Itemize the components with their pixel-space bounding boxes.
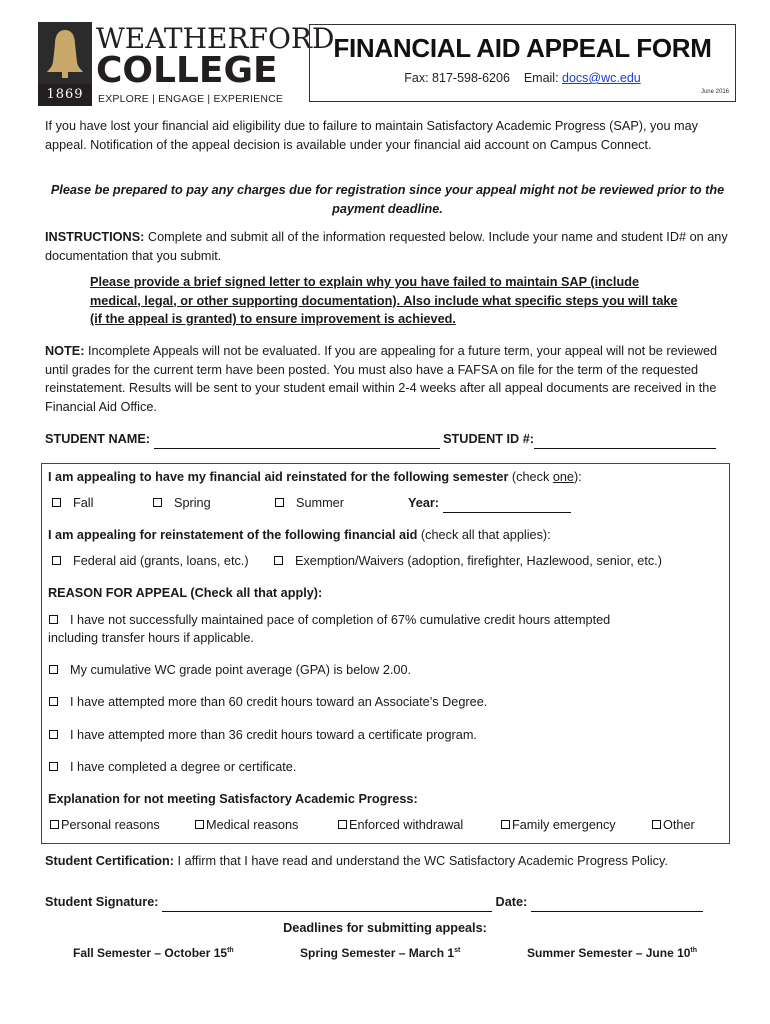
bell-icon <box>38 22 92 84</box>
family-emergency-checkbox[interactable] <box>501 820 510 829</box>
reason-pace-checkbox[interactable] <box>49 615 58 624</box>
email-label: Email: <box>523 71 559 85</box>
signature-field[interactable] <box>162 897 492 912</box>
fall-deadline <box>73 946 234 960</box>
reason-pace-continued: including transfer hours if applicable. <box>48 631 254 645</box>
spring-deadline-text: Spring Semester – March 1 <box>300 946 455 960</box>
year-field[interactable] <box>443 498 571 513</box>
semester-prompt-post: ): <box>573 470 582 484</box>
other-checkbox[interactable] <box>652 820 661 829</box>
reason-completed-checkbox[interactable] <box>49 762 58 771</box>
intro-paragraph: If you have lost your financial aid eligibility due to failure to maintain Satisfactory Academic Progress (SAP), you may appeal. Notification of the appeal decision is available under your financial aid account on Campus Connect. <box>45 119 699 152</box>
email-link[interactable]: docs@wc.edu <box>562 71 641 85</box>
reason-gpa-checkbox[interactable] <box>49 665 58 674</box>
explanation-other[interactable] <box>652 816 695 835</box>
other-label: Other <box>663 818 695 832</box>
student-name-field[interactable] <box>154 434 440 449</box>
fall-deadline-text: Fall Semester – October 15 <box>73 946 228 960</box>
reason-associate-checkbox[interactable] <box>49 697 58 706</box>
semester-option-fall[interactable] <box>52 494 93 513</box>
semester-option-summer[interactable] <box>275 494 344 513</box>
aid-option-exemption[interactable] <box>274 552 662 571</box>
letter-request: Please provide a brief signed letter to explain why you have failed to maintain SAP (include medical, legal, or other supporting documentation). Also include what specific steps you will take (if the appeal is granted) to ensure improvement is achieved. <box>90 275 678 326</box>
semester-option-spring[interactable] <box>153 494 211 513</box>
enforced-withdrawal-label: Enforced withdrawal <box>349 818 464 832</box>
instructions-text: Complete and submit all of the information requested below. Include your name and student ID# on any documentation that you submit. <box>45 230 728 263</box>
spring-deadline <box>300 946 460 960</box>
year-label: Year: <box>408 496 440 510</box>
logo-tagline: EXPLORE | ENGAGE | EXPERIENCE <box>98 93 284 105</box>
explanation-heading: Explanation for not meeting Satisfactory Academic Progress: <box>48 792 418 806</box>
semester-prompt <box>48 468 582 487</box>
personal-reasons-label: Personal reasons <box>61 818 160 832</box>
certification-label: Student Certification: <box>45 854 174 868</box>
spring-label: Spring <box>174 496 211 510</box>
instructions-label: INSTRUCTIONS: <box>45 230 145 244</box>
explanation-family[interactable] <box>501 816 616 835</box>
note-label: NOTE: <box>45 344 85 358</box>
spring-checkbox[interactable] <box>153 498 162 507</box>
reason-certificate-label: I have attempted more than 36 credit hours toward a certificate program. <box>70 728 477 742</box>
reinstatement-prompt-bold: I am appealing for reinstatement of the following financial aid <box>48 528 418 542</box>
federal-aid-checkbox[interactable] <box>52 556 61 565</box>
date-field[interactable] <box>531 897 703 912</box>
logo-name-line2: COLLEGE <box>96 50 278 91</box>
reason-associate-hours[interactable] <box>49 693 487 712</box>
family-emergency-label: Family emergency <box>512 818 616 832</box>
reason-certificate-hours[interactable] <box>49 726 477 745</box>
fall-deadline-suffix: th <box>227 947 234 954</box>
medical-reasons-checkbox[interactable] <box>195 820 204 829</box>
medical-reasons-label: Medical reasons <box>206 818 299 832</box>
summer-checkbox[interactable] <box>275 498 284 507</box>
aid-option-federal[interactable] <box>52 552 249 571</box>
student-info-row <box>45 430 730 449</box>
explanation-medical[interactable] <box>195 816 298 835</box>
contact-line <box>310 71 735 85</box>
form-title: FINANCIAL AID APPEAL FORM <box>333 33 712 63</box>
logo-name-line1: WEATHERFORD <box>96 22 335 55</box>
reason-pace[interactable] <box>49 611 610 630</box>
bell-graphic <box>46 28 84 80</box>
federal-aid-label: Federal aid (grants, loans, etc.) <box>73 554 249 568</box>
note-text: Incomplete Appeals will not be evaluated. If you are appealing for a future term, your appeal will not be reviewed until grades for the current term have been posted. You must also have a FAFSA on file for the term of the requested reinstatement. Results will be sent to your student email within 2-4 weeks after all appeal documents are received in the Financial Aid Office. <box>45 344 718 414</box>
semester-prompt-bold: I am appealing to have my financial aid reinstated for the following semester <box>48 470 509 484</box>
student-name-label: STUDENT NAME: <box>45 432 151 446</box>
appeal-details-section <box>41 463 730 844</box>
exemption-checkbox[interactable] <box>274 556 283 565</box>
explanation-personal[interactable] <box>50 816 160 835</box>
student-id-label: STUDENT ID #: <box>443 432 535 446</box>
reasons-heading: REASON FOR APPEAL (Check all that apply): <box>48 586 323 600</box>
reason-associate-label: I have attempted more than 60 credit hours toward an Associate’s Degree. <box>70 695 488 709</box>
instructions-paragraph <box>45 228 730 265</box>
reason-pace-label: I have not successfully maintained pace of completion of 67% cumulative credit hours attempted <box>70 613 611 627</box>
personal-reasons-checkbox[interactable] <box>50 820 59 829</box>
college-logo <box>38 22 335 108</box>
semester-prompt-pre: (check <box>508 470 553 484</box>
reason-gpa[interactable] <box>49 661 411 680</box>
founding-year: 1869 <box>38 84 92 106</box>
title-box <box>309 24 736 102</box>
semester-prompt-one: one <box>552 470 574 484</box>
reinstatement-prompt-rest: (check all that applies): <box>417 528 551 542</box>
exemption-label: Exemption/Waivers (adoption, firefighter, Hazlewood, senior, etc.) <box>295 554 662 568</box>
fall-label: Fall <box>73 496 94 510</box>
deadlines-title: Deadlines for submitting appeals: <box>283 921 487 935</box>
reason-certificate-checkbox[interactable] <box>49 730 58 739</box>
certification-line <box>45 852 730 871</box>
summer-label: Summer <box>296 496 344 510</box>
year-row <box>408 494 571 513</box>
reason-completed-label: I have completed a degree or certificate. <box>70 760 297 774</box>
fax-number: Fax: 817-598-6206 <box>404 71 510 85</box>
enforced-withdrawal-checkbox[interactable] <box>338 820 347 829</box>
certification-text: I affirm that I have read and understand the WC Satisfactory Academic Progress Policy. <box>174 854 668 868</box>
reason-gpa-label: My cumulative WC grade point average (GPA) is below 2.00. <box>70 663 412 677</box>
signature-label: Student Signature: <box>45 895 159 909</box>
explanation-withdrawal[interactable] <box>338 816 463 835</box>
reason-completed-degree[interactable] <box>49 758 296 777</box>
fall-checkbox[interactable] <box>52 498 61 507</box>
payment-warning: Please be prepared to pay any charges due for registration since your appeal might not be reviewed prior to the payment deadline. <box>50 183 725 216</box>
student-id-field[interactable] <box>534 434 716 449</box>
summer-deadline-suffix: th <box>690 947 698 954</box>
note-paragraph <box>45 342 730 416</box>
revision-date: June 2016 <box>700 89 729 95</box>
summer-deadline <box>527 946 697 960</box>
summer-deadline-text: Summer Semester – June 10 <box>527 946 691 960</box>
reinstatement-prompt <box>48 526 551 545</box>
date-label: Date: <box>495 895 528 909</box>
signature-row <box>45 893 730 912</box>
spring-deadline-suffix: st <box>454 947 461 954</box>
